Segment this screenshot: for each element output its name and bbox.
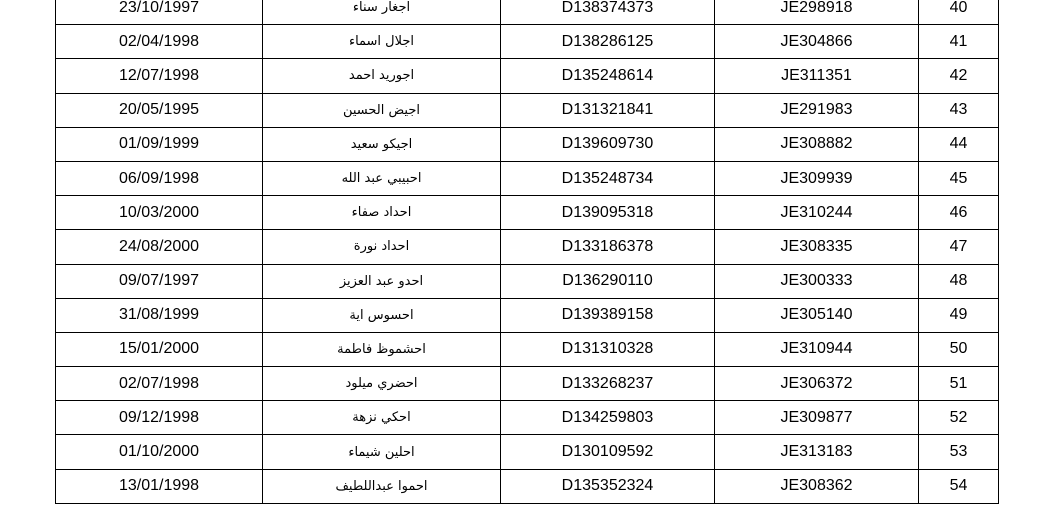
table-row [56,93,999,127]
id-number-cell: D131310328 [501,332,715,366]
id-number-cell: D136290110 [501,264,715,298]
student-name-cell: احشموظ فاطمة [263,332,501,366]
row-number-cell: 54 [919,469,999,503]
birth-date-cell: 02/07/1998 [56,367,263,401]
id-number-cell: D130109592 [501,435,715,469]
id-number-cell: D139609730 [501,127,715,161]
table-row [56,298,999,332]
table-row [56,59,999,93]
student-code-cell: JE308362 [715,469,919,503]
row-number-cell: 46 [919,196,999,230]
student-code-cell: JE298918 [715,0,919,25]
birth-date-cell: 23/10/1997 [56,0,263,25]
student-name-cell: اجلال اسماء [263,25,501,59]
row-number-cell: 47 [919,230,999,264]
birth-date-cell: 09/12/1998 [56,401,263,435]
student-code-cell: JE313183 [715,435,919,469]
row-number-cell: 44 [919,127,999,161]
table-row [56,332,999,366]
student-code-cell: JE305140 [715,298,919,332]
birth-date-cell: 13/01/1998 [56,469,263,503]
student-name-cell: احداد صفاء [263,196,501,230]
student-roster-table [55,0,999,504]
table-row [56,196,999,230]
birth-date-cell: 01/10/2000 [56,435,263,469]
student-code-cell: JE310244 [715,196,919,230]
table-row [56,264,999,298]
student-name-cell: اجيض الحسين [263,93,501,127]
row-number-cell: 49 [919,298,999,332]
birth-date-cell: 10/03/2000 [56,196,263,230]
birth-date-cell: 31/08/1999 [56,298,263,332]
row-number-cell: 48 [919,264,999,298]
student-name-cell: احبيبي عبد الله [263,161,501,195]
student-name-cell: احلين شيماء [263,435,501,469]
student-code-cell: JE291983 [715,93,919,127]
birth-date-cell: 09/07/1997 [56,264,263,298]
row-number-cell: 42 [919,59,999,93]
student-name-cell: اجغار سناء [263,0,501,25]
birth-date-cell: 02/04/1998 [56,25,263,59]
row-number-cell: 41 [919,25,999,59]
id-number-cell: D133268237 [501,367,715,401]
row-number-cell: 45 [919,161,999,195]
student-code-cell: JE309877 [715,401,919,435]
birth-date-cell: 15/01/2000 [56,332,263,366]
birth-date-cell: 06/09/1998 [56,161,263,195]
id-number-cell: D138286125 [501,25,715,59]
student-code-cell: JE309939 [715,161,919,195]
birth-date-cell: 12/07/1998 [56,59,263,93]
student-name-cell: احسوس اية [263,298,501,332]
id-number-cell: D139095318 [501,196,715,230]
row-number-cell: 50 [919,332,999,366]
student-name-cell: اجوريد احمد [263,59,501,93]
student-name-cell: احداد نورة [263,230,501,264]
id-number-cell: D133186378 [501,230,715,264]
row-number-cell: 53 [919,435,999,469]
row-number-cell: 43 [919,93,999,127]
row-number-cell: 52 [919,401,999,435]
table-row [56,401,999,435]
table-row [56,469,999,503]
student-code-cell: JE300333 [715,264,919,298]
roster-body [56,0,999,503]
id-number-cell: D131321841 [501,93,715,127]
id-number-cell: D135352324 [501,469,715,503]
student-code-cell: JE311351 [715,59,919,93]
student-code-cell: JE306372 [715,367,919,401]
table-row [56,25,999,59]
table-row [56,0,999,25]
student-code-cell: JE310944 [715,332,919,366]
student-code-cell: JE308882 [715,127,919,161]
id-number-cell: D139389158 [501,298,715,332]
student-name-cell: احدو عبد العزيز [263,264,501,298]
id-number-cell: D138374373 [501,0,715,25]
student-code-cell: JE308335 [715,230,919,264]
student-name-cell: احموا عبداللطيف [263,469,501,503]
student-code-cell: JE304866 [715,25,919,59]
table-row [56,127,999,161]
table-row [56,230,999,264]
birth-date-cell: 20/05/1995 [56,93,263,127]
table-row [56,161,999,195]
row-number-cell: 40 [919,0,999,25]
student-name-cell: احضري ميلود [263,367,501,401]
table-row [56,367,999,401]
id-number-cell: D135248614 [501,59,715,93]
table-row [56,435,999,469]
birth-date-cell: 01/09/1999 [56,127,263,161]
row-number-cell: 51 [919,367,999,401]
id-number-cell: D135248734 [501,161,715,195]
student-name-cell: اجيكو سعيد [263,127,501,161]
id-number-cell: D134259803 [501,401,715,435]
student-name-cell: احكي نزهة [263,401,501,435]
birth-date-cell: 24/08/2000 [56,230,263,264]
